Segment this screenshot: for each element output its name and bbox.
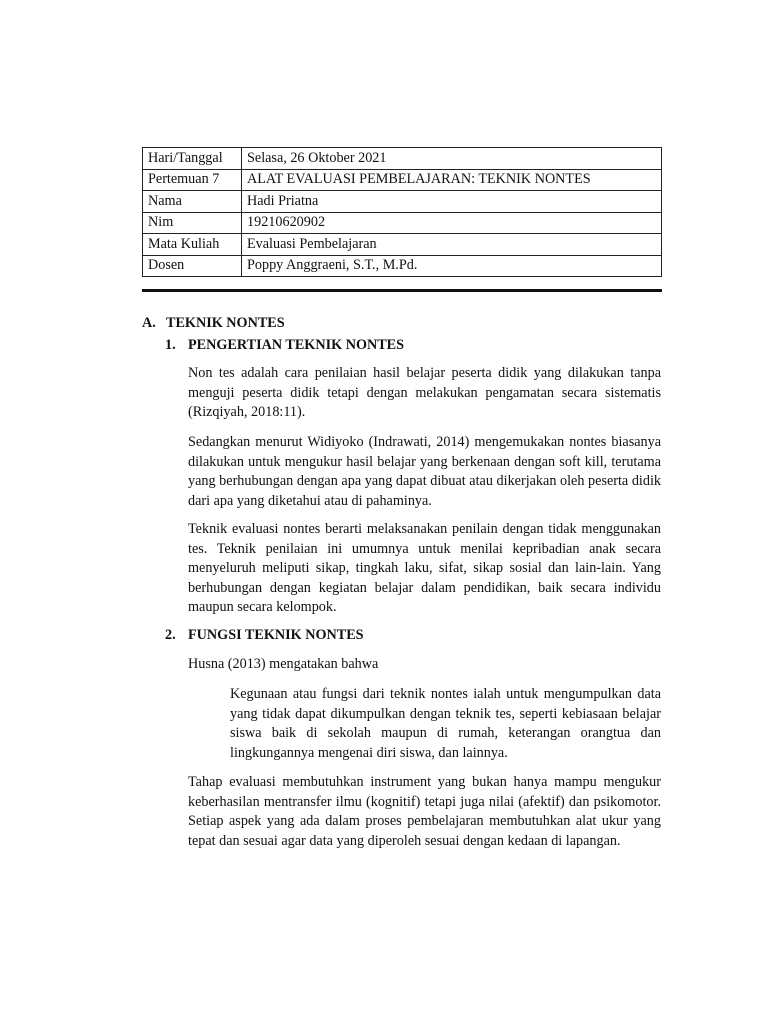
row-value: Hadi Priatna [242,191,662,213]
paragraph: Tahap evaluasi membutuhkan instrument yang bukan hanya mampu mengukur keberhasilan mentransfer ilmu (kognitif) tetapi juga nilai (afektif) dan psikomotor. Setiap aspek yang ada dalam proses pembelajaran membutuhkan alat ukur yang tepat dan sesuai agar data yang diperoleh sesuai dengan kedaan di lapangan. [188,774,661,849]
row-value: Poppy Anggraeni, S.T., M.Pd. [242,255,662,277]
section-title: TEKNIK NONTES [166,315,285,331]
row-label: Dosen [143,255,242,277]
section-a-heading [142,314,285,333]
subsection-2-heading [165,626,364,645]
row-label: Mata Kuliah [143,234,242,256]
subsection-marker: 1. [165,337,176,353]
row-label: Pertemuan 7 [143,169,242,191]
table-row [143,212,662,234]
subsection-1-heading [165,336,404,355]
table-row [143,255,662,277]
subsection-title: PENGERTIAN TEKNIK NONTES [188,337,405,353]
intro-line: Husna (2013) mengatakan bahwa [188,656,379,672]
table-row [143,234,662,256]
row-value: 19210620902 [242,212,662,234]
block-quote: Kegunaan atau fungsi dari teknik nontes ialah untuk mengumpulkan data yang tidak dapat dikumpulkan dengan teknik tes, seperti kebiasaan belajar siswa baik di sekolah maupun di rumah, keterangan orangtua dan lingkungannya mengenai diri siswa, dan lainnya. [230,686,661,761]
paragraph: Teknik evaluasi nontes berarti melaksanakan penilain dengan tidak menggunakan tes. Teknik penilaian ini umumnya untuk menilai kepribadian anak secara menyeluruh meliputi sikap, tingkah laku, sifat, sikap sosial dan lain-lain. Yang berhubungan dengan kegiatan belajar dalam pendidikan, baik secara individu maupun secara kelompok. [188,521,661,615]
row-label: Nama [143,191,242,213]
paragraph: Sedangkan menurut Widiyoko (Indrawati, 2014) mengemukakan nontes biasanya dilakukan untuk mengukur hasil belajar yang berkenaan dengan soft kill, terutama yang berhubungan dengan apa yang dapat dibuat atau dikerjakan oleh peserta didik dari apa yang diketahui atau di pahaminya. [188,434,661,509]
table-row [143,169,662,191]
horizontal-divider [142,289,662,292]
row-value: Evaluasi Pembelajaran [242,234,662,256]
section-marker: A. [142,315,156,331]
row-label: Hari/Tanggal [143,148,242,170]
subsection-marker: 2. [165,627,176,643]
table-row [143,191,662,213]
info-table [142,147,662,277]
paragraph: Non tes adalah cara penilaian hasil belajar peserta didik yang dilakukan tanpa menguji peserta didik tetapi dengan melakukan pengamatan secara sistematis (Rizqiyah, 2018:11). [188,365,661,420]
table-row [143,148,662,170]
row-label: Nim [143,212,242,234]
row-value: ALAT EVALUASI PEMBELAJARAN: TEKNIK NONTES [242,169,662,191]
row-value: Selasa, 26 Oktober 2021 [242,148,662,170]
subsection-title: FUNGSI TEKNIK NONTES [188,627,364,643]
